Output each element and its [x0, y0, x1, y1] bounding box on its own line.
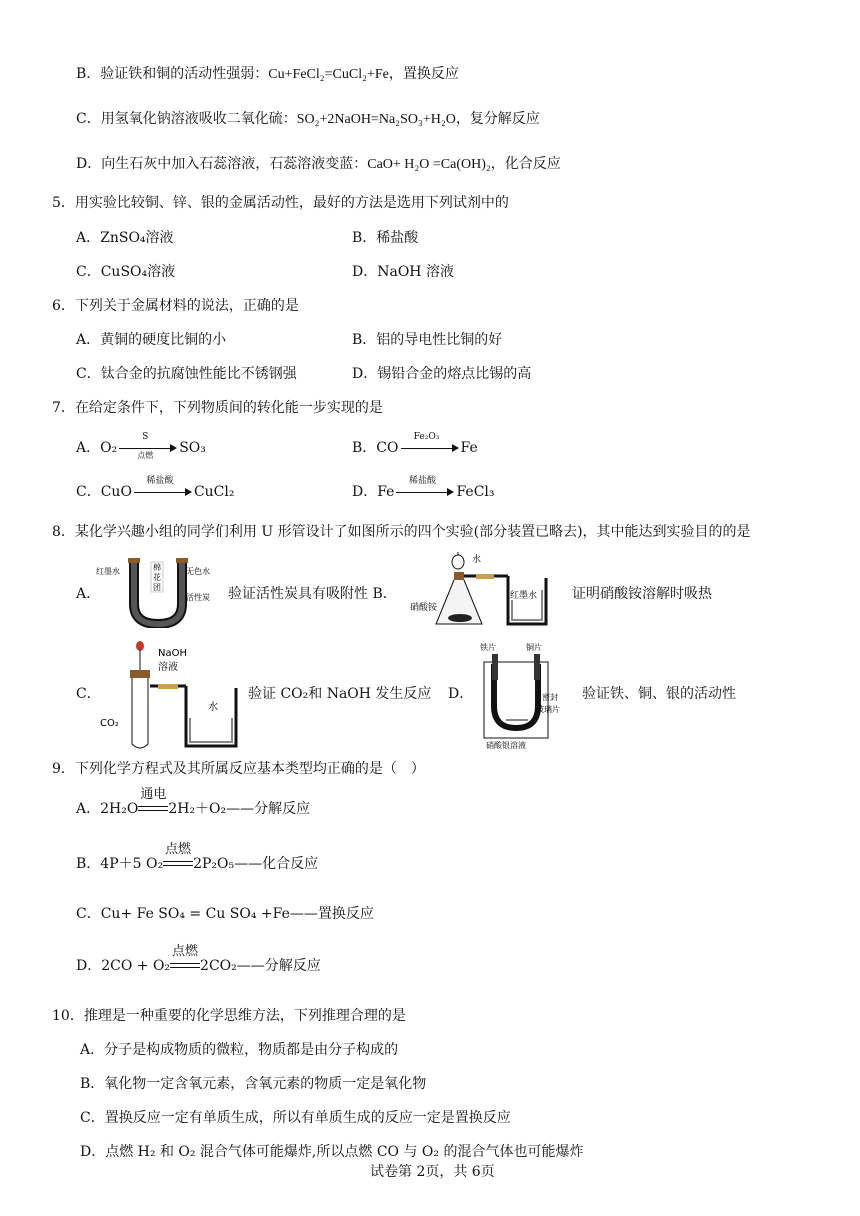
figure-c-test-tube: [100, 638, 242, 756]
fig-d-copper: 铜片: [526, 643, 542, 652]
q7-option-d: D．Fe 稀盐酸 FeCl₃: [352, 476, 495, 500]
q9-stem: 9．下列化学方程式及其所属反应基本类型均正确的是（ ）: [52, 761, 425, 777]
figure-a-u-tube: [96, 552, 214, 628]
reaction-arrow: 稀盐酸: [396, 485, 454, 499]
q9-option-c: C．Cu+ Fe SO₄ = Cu SO₄ +Fe——置换反应: [76, 906, 374, 922]
q5-stem: 5．用实验比较铜、锌、银的金属活动性，最好的方法是选用下列试剂中的: [52, 195, 509, 211]
q8-option-d-text: 验证铁、铜、银的活动性: [582, 686, 736, 702]
q8-option-b-text: 证明硝酸铵溶解时吸热: [572, 586, 712, 602]
q7-stem: 7．在给定条件下，下列物质间的转化能一步实现的是: [52, 400, 383, 416]
q7-option-a: A．O₂ S 点燃 SO₃: [76, 432, 206, 460]
q4-option-b: B．验证铁和铜的活动性强弱：Cu+FeCl₂=CuCl₂+Fe，置换反应: [76, 66, 459, 82]
fig-b-water: 水: [472, 555, 482, 565]
q10-stem: 10．推理是一种重要的化学思维方法，下列推理合理的是: [52, 1008, 406, 1024]
q10-option-a: A．分子是构成物质的微粒，物质都是由分子构成的: [80, 1042, 399, 1058]
fig-b-red-ink: 红墨水: [510, 591, 538, 601]
fig-c-naoh: NaOH: [158, 648, 187, 659]
equal-sign-condition: 点燃: [170, 959, 200, 973]
fig-d-silver-nitrate: 硝酸银溶液: [486, 741, 526, 750]
reaction-arrow: Fe₂O₃: [401, 441, 459, 455]
fig-a-charcoal: 活性炭: [186, 593, 210, 602]
q5-option-d: D．NaOH 溶液: [352, 264, 454, 280]
q8-option-c-label: C．: [76, 686, 101, 702]
fig-c-water: 水: [208, 702, 218, 713]
fig-d-iron: 铁片: [480, 643, 496, 652]
q8-option-d-label: D．: [448, 686, 474, 702]
q4-option-d: D．向生石灰中加入石蕊溶液，石蕊溶液变蓝：CaO+ H₂O =Ca(OH)₂，化合反应: [76, 156, 561, 172]
figure-d-u-tube: [476, 640, 576, 752]
page-footer: 试卷第 2页，共 6页: [370, 1164, 495, 1180]
fig-a-red-ink: 红墨水: [96, 567, 120, 576]
q6-option-b: B．铝的导电性比铜的好: [352, 332, 503, 348]
q5-option-a: A．ZnSO₄溶液: [76, 230, 174, 246]
q9-option-a: A．2H₂O 通电 2H₂＋O₂——分解反应: [76, 787, 311, 817]
q6-option-a: A．黄铜的硬度比铜的小: [76, 332, 227, 348]
fig-a-cotton-2: 花: [153, 573, 161, 582]
q7-option-b: B．CO Fe₂O₃ Fe: [352, 432, 478, 456]
q7-option-c: C．CuO 稀盐酸 CuCl₂: [76, 476, 235, 500]
q6-option-c: C．钛合金的抗腐蚀性能比不锈钢强: [76, 366, 297, 382]
q4-option-c: C．用氢氧化钠溶液吸收二氧化硫：SO₂+2NaOH=Na₂SO₃+H₂O，复分解反应: [76, 111, 540, 127]
equal-sign-condition: 点燃: [163, 857, 193, 871]
equal-sign-condition: 通电: [138, 802, 168, 816]
q8-option-a-text: 验证活性炭具有吸附性 B．: [228, 586, 397, 602]
q6-option-d: D．锡铅合金的熔点比锡的高: [352, 366, 532, 382]
fig-a-clear-water: 无色水: [186, 567, 210, 576]
q5-option-c: C．CuSO₄溶液: [76, 264, 176, 280]
q6-stem: 6．下列关于金属材料的说法，正确的是: [52, 298, 299, 314]
fig-b-ammonium-nitrate: 硝酸铵: [410, 603, 438, 613]
fig-a-cotton-1: 棉: [153, 563, 161, 572]
reaction-arrow: S 点燃: [119, 441, 177, 455]
fig-d-glass: 玻璃片: [536, 705, 560, 714]
figure-b-flask: [410, 548, 558, 634]
q9-option-d: D．2CO + O₂ 点燃 2CO₂——分解反应: [76, 944, 321, 974]
q5-option-b: B．稀盐酸: [352, 230, 419, 246]
q9-option-b: B．4P＋5 O₂ 点燃 2P₂O₅——化合反应: [76, 842, 319, 872]
fig-a-cotton-3: 团: [153, 583, 161, 592]
reaction-arrow: 稀盐酸: [134, 485, 192, 499]
q8-stem: 8．某化学兴趣小组的同学们利用 U 形管设计了如图所示的四个实验(部分装置已略去)，其中能达到实验目的的是: [52, 524, 751, 540]
q8-option-a-label: A．: [76, 586, 101, 602]
q10-option-b: B．氧化物一定含氧元素，含氧元素的物质一定是氧化物: [80, 1076, 427, 1092]
fig-c-solution: 溶液: [158, 662, 178, 673]
q10-option-c: C．置换反应一定有单质生成，所以有单质生成的反应一定是置换反应: [80, 1110, 511, 1126]
q8-option-c-text: 验证 CO₂和 NaOH 发生反应: [248, 686, 432, 702]
q10-option-d: D．点燃 H₂ 和 O₂ 混合气体可能爆炸,所以点燃 CO 与 O₂ 的混合气体也可能爆炸: [80, 1144, 584, 1160]
fig-d-sealed: 密封: [542, 693, 558, 702]
fig-c-co2: CO₂: [100, 718, 119, 729]
